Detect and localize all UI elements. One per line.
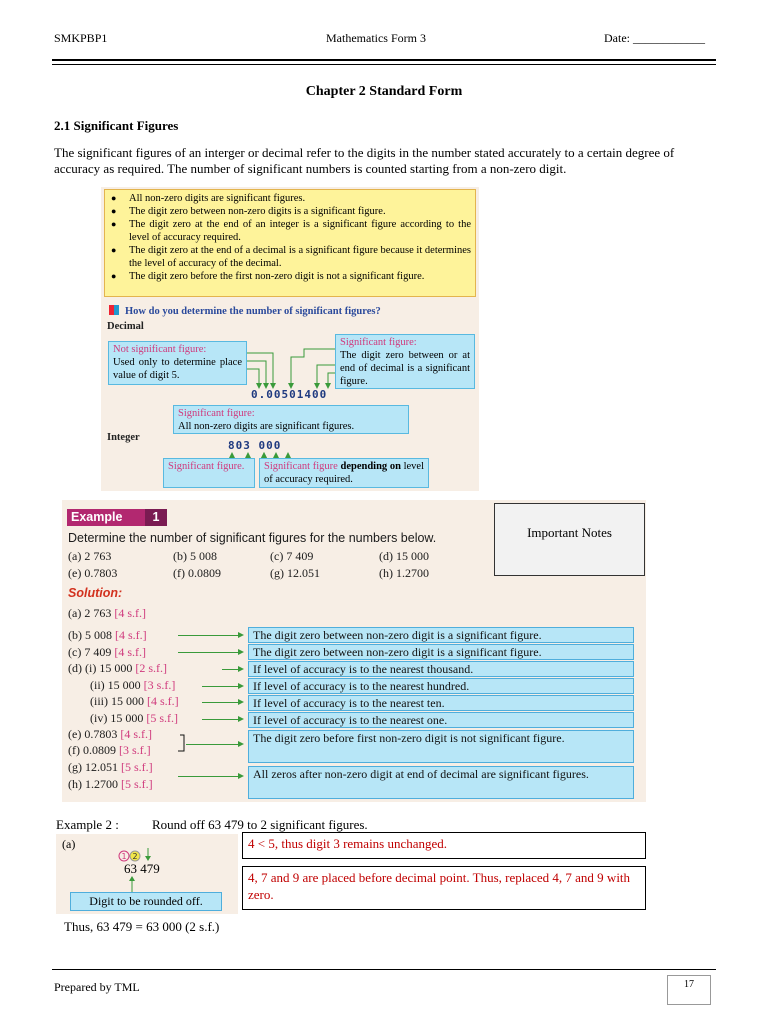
example-2-part: (a)	[62, 837, 76, 851]
header-school: SMKPBP1	[54, 31, 108, 45]
reason-box: The digit zero between non-zero digit is a significant figure.	[248, 627, 634, 643]
answer-row: (a) 2 763 [4 s.f.]	[68, 606, 146, 620]
nonzero-significant-title: Significant figure:	[178, 408, 255, 419]
question-f: (f) 0.0809	[173, 566, 221, 580]
answer-row: (iv) 15 000 [5 s.f.]	[90, 711, 178, 725]
rule-item: ● The digit zero at the end of a decimal is a significant figure because it determines the level of accuracy of the decimal.	[129, 244, 471, 270]
svg-text:2: 2	[132, 852, 138, 861]
answer-row: (f) 0.0809 [3 s.f.]	[68, 743, 151, 757]
footer-rule	[52, 969, 716, 970]
rule-item: ● The digit zero before the first non-zero digit is not a significant figure.	[129, 270, 471, 283]
important-notes-box: Important Notes	[494, 503, 645, 576]
example-2-result: Thus, 63 479 = 63 000 (2 s.f.)	[64, 919, 220, 934]
header-date: Date: ____________	[604, 31, 705, 45]
depending-box	[259, 458, 429, 488]
chapter-title: Chapter 2 Standard Form	[305, 84, 463, 99]
answer-row: (d) (i) 15 000 [2 s.f.]	[68, 661, 167, 675]
question-h: (h) 1.2700	[379, 566, 429, 580]
reason-box: If level of accuracy is to the nearest hundred.	[248, 678, 634, 694]
footer-author: Prepared by TML	[54, 980, 140, 994]
example-2-number: 63 479	[124, 861, 160, 876]
question-g: (g) 12.051	[270, 566, 320, 580]
note-box-2: 4, 7 and 9 are placed before decimal point. Thus, replaced 4, 7 and 9 with zero.	[242, 866, 646, 910]
svg-text:1: 1	[121, 852, 127, 861]
reason-box: If level of accuracy is to the nearest ten.	[248, 695, 634, 711]
example-2-figure	[56, 834, 238, 914]
example-badge-number: 1	[145, 509, 167, 526]
rule-item: ● The digit zero between non-zero digits is a significant figure.	[129, 205, 471, 218]
not-significant-title: Not significant figure:	[113, 344, 207, 355]
rounded-digit-tag: Digit to be rounded off.	[70, 892, 222, 911]
significant-figure-box: Significant figure.	[163, 458, 255, 488]
answer-row: (ii) 15 000 [3 s.f.]	[90, 678, 176, 692]
intro-paragraph: The significant figures of an interger or decimal refer to the digits in the number stated accurately to a certain degree of accuracy as required. The number of significant numbers is counted starting from a non-zero digit.	[54, 145, 675, 176]
integer-number: 803 000	[228, 439, 282, 452]
zero-significant-title: Significant figure:	[340, 337, 417, 348]
header-subject: Mathematics Form 3	[326, 31, 426, 45]
significant-figures-figure	[101, 187, 479, 491]
depending-on: on	[389, 461, 401, 472]
example-1-prompt: Determine the number of significant figures for the numbers below.	[68, 531, 437, 545]
rule-item: ● All non-zero digits are significant figures.	[129, 192, 471, 205]
depending-title: Significant figure	[264, 461, 338, 472]
answer-row: (e) 0.7803 [4 s.f.]	[68, 727, 152, 741]
example-badge-label: Example	[71, 510, 123, 524]
question-c: (c) 7 409	[270, 549, 314, 563]
depending-bold: depending	[340, 461, 388, 472]
answer-row: (iii) 15 000 [4 s.f.]	[90, 694, 179, 708]
example-2-prompt: Round off 63 479 to 2 significant figures.	[152, 817, 368, 832]
integer-arrows	[101, 187, 479, 491]
section-title: 2.1 Significant Figures	[54, 118, 179, 133]
answer-row: (b) 5 008 [4 s.f.]	[68, 628, 147, 642]
answer-row: (g) 12.051 [5 s.f.]	[68, 760, 153, 774]
question-e: (e) 0.7803	[68, 566, 118, 580]
decimal-label: Decimal	[107, 321, 144, 332]
zero-significant-text: The digit zero between or at end of decimal is a significant figure.	[340, 350, 470, 387]
nonzero-significant-text: All non-zero digits are significant figures.	[178, 421, 355, 432]
page-number: 17	[667, 975, 711, 1005]
header-rule-thin	[52, 64, 716, 65]
decimal-number: 0.00501400	[251, 388, 328, 401]
question-text: How do you determine the number of significant figures?	[125, 306, 381, 317]
reason-box: If level of accuracy is to the nearest one.	[248, 712, 634, 728]
answer-row: (c) 7 409 [4 s.f.]	[68, 645, 146, 659]
question-b: (b) 5 008	[173, 549, 217, 563]
question-a: (a) 2 763	[68, 549, 112, 563]
reason-box: The digit zero before first non-zero digit is not significant figure.	[248, 730, 634, 763]
rule-item: ● The digit zero at the end of an integer is a significant figure according to the level of accuracy required.	[129, 218, 471, 244]
integer-label: Integer	[107, 432, 140, 443]
reason-box: If level of accuracy is to the nearest thousand.	[248, 661, 634, 677]
note-box-1: 4 < 5, thus digit 3 remains unchanged.	[242, 832, 646, 859]
header-rule	[52, 59, 716, 61]
reason-box: The digit zero between non-zero digit is a significant figure.	[248, 644, 634, 660]
question-d: (d) 15 000	[379, 549, 429, 563]
reason-box: All zeros after non-zero digit at end of decimal are significant figures.	[248, 766, 634, 799]
not-significant-text: Used only to determine place value of digit 5.	[113, 357, 242, 381]
example-2-label: Example 2 :	[56, 817, 119, 832]
solution-heading: Solution:	[68, 586, 123, 600]
depending-text: level of accuracy required.	[264, 461, 425, 485]
answer-row: (h) 1.2700 [5 s.f.]	[68, 777, 153, 791]
